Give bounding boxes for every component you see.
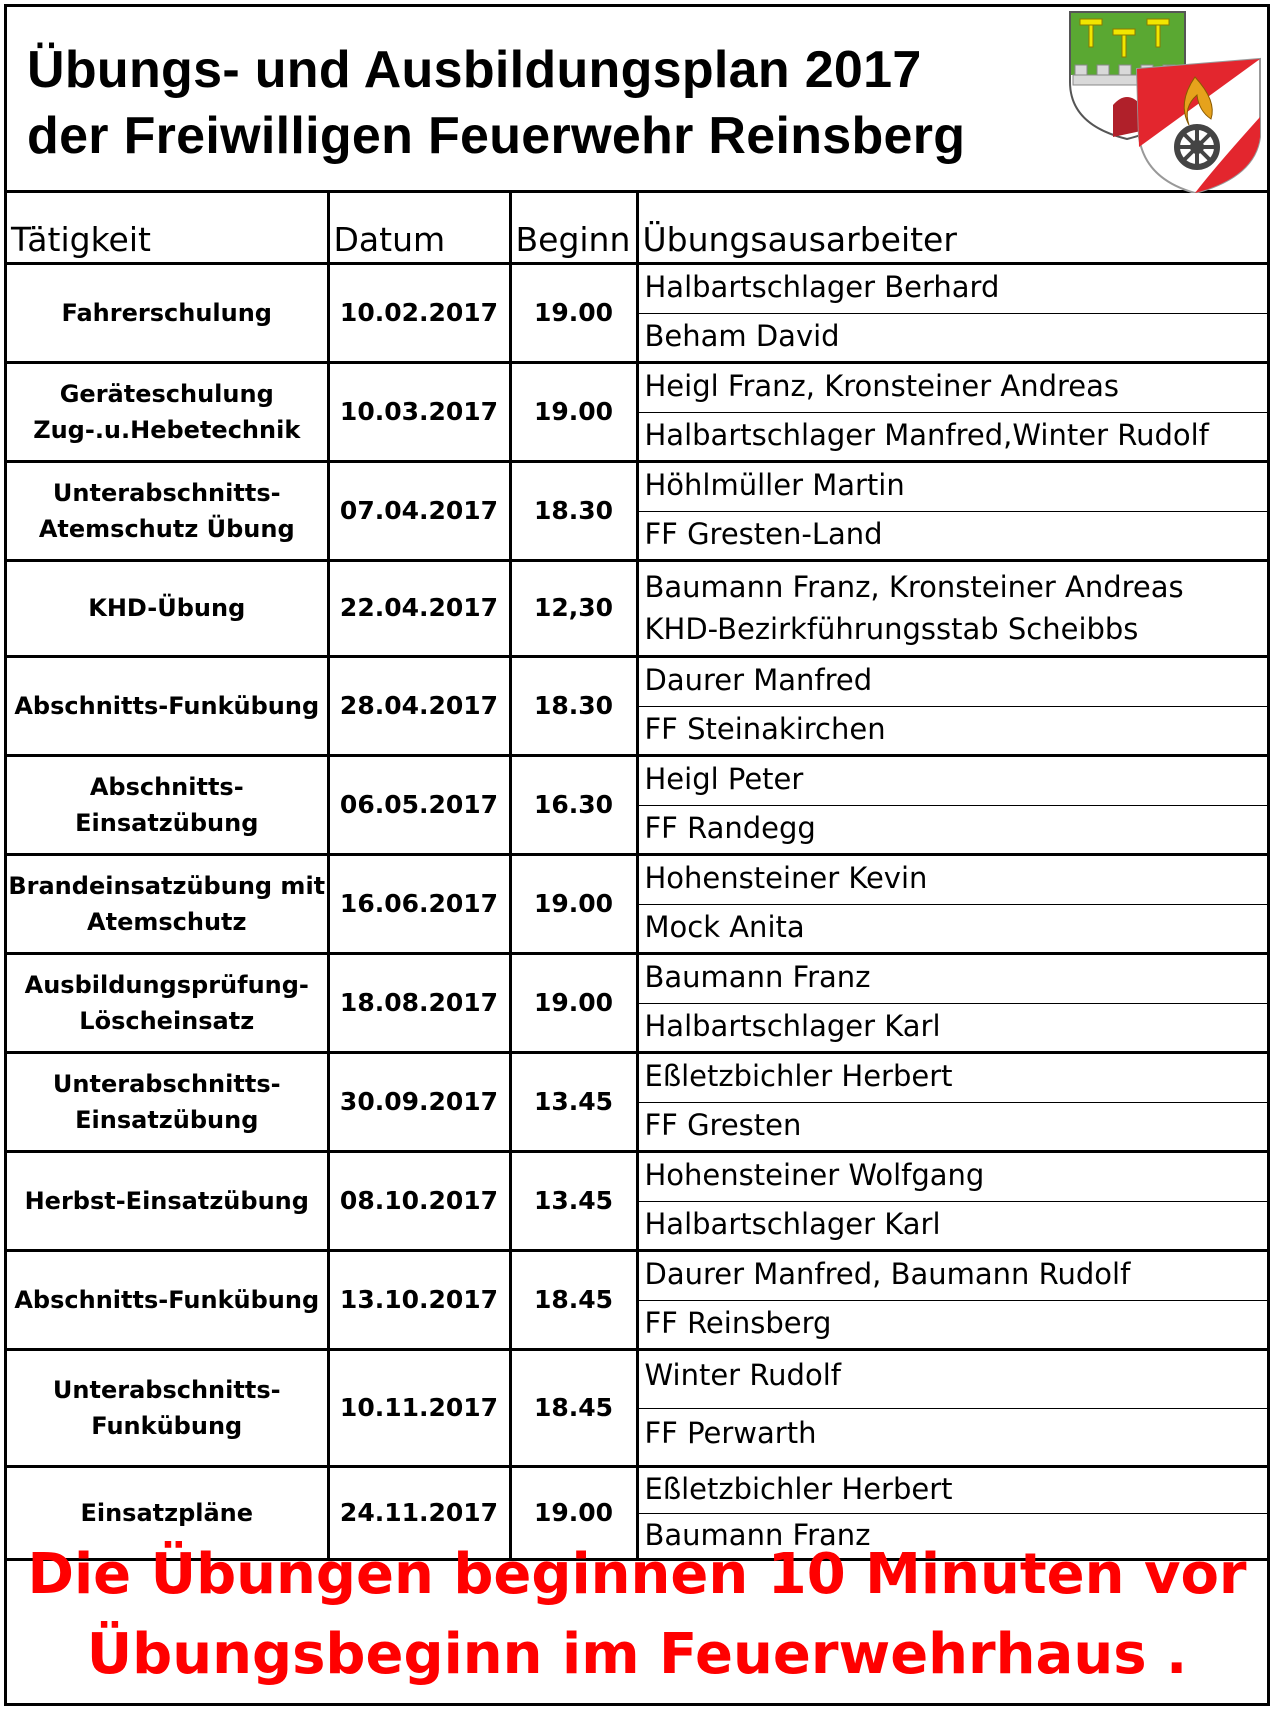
leaders-cell [637, 560, 1267, 656]
activity-label: KHD-Übung [88, 594, 246, 622]
leader-name: Hohensteiner Wolfgang [644, 1157, 985, 1192]
table-row [7, 1052, 1267, 1151]
activity-label: Unterabschnitts- [52, 1375, 281, 1404]
date-cell: 13.10.2017 [328, 1250, 510, 1349]
table-row [7, 362, 1267, 461]
leader-name: FF Perwarth [639, 1408, 1268, 1465]
leader-name: Halbartschlager Manfred,Winter Rudolf [639, 412, 1268, 460]
activity-cell [7, 1151, 328, 1250]
leaders-cell [637, 656, 1267, 755]
table-row [7, 656, 1267, 755]
activity-label: Einsatzpläne [80, 1498, 254, 1527]
fire-brigade-emblem-icon [1137, 59, 1260, 193]
table-row [7, 1250, 1267, 1349]
leader-name: Höhlmüller Martin [644, 467, 905, 502]
activity-cell [7, 755, 328, 854]
table-row [7, 263, 1267, 362]
activity-cell [7, 1349, 328, 1466]
activity-label: Einsatzübung [75, 808, 259, 837]
activity-label: Abschnitts-Funkübung [14, 1285, 320, 1314]
activity-cell [7, 656, 328, 755]
start-time-cell: 19.00 [510, 953, 637, 1052]
leader-name: Mock Anita [639, 904, 1268, 952]
leaders-cell [637, 1052, 1267, 1151]
activity-cell [7, 362, 328, 461]
start-time-cell: 19.00 [510, 1466, 637, 1559]
date-cell: 08.10.2017 [328, 1151, 510, 1250]
footer-line-2: Übungsbeginn im Feuerwehrhaus . [86, 1622, 1188, 1687]
table-row [7, 755, 1267, 854]
activity-label: Funkübung [91, 1411, 243, 1440]
title-line-2: der Freiwilligen Feuerwehr Reinsberg [27, 107, 966, 165]
activity-label: Unterabschnitts- [52, 478, 281, 507]
title-line-1: Übungs- und Ausbildungsplan 2017 [27, 41, 922, 99]
footer-line-1: Die Übungen beginnen 10 Minuten vor [27, 1542, 1247, 1607]
start-time-cell: 19.00 [510, 362, 637, 461]
page-title [27, 37, 965, 169]
column-header-start: Beginn [510, 193, 637, 263]
date-cell: 10.02.2017 [328, 263, 510, 362]
activity-label: Atemschutz [87, 907, 247, 936]
activity-cell [7, 1250, 328, 1349]
date-cell: 07.04.2017 [328, 461, 510, 560]
footer-notice [7, 1535, 1267, 1703]
table-header-row [7, 193, 1267, 263]
leader-name: FF Reinsberg [639, 1300, 1268, 1348]
crest-logos [1065, 7, 1265, 193]
activity-label: Einsatzübung [75, 1105, 259, 1134]
leaders-cell [637, 953, 1267, 1052]
activity-cell [7, 560, 328, 656]
leaders-cell [637, 755, 1267, 854]
date-cell: 24.11.2017 [328, 1466, 510, 1559]
leader-name: Baumann Franz [639, 1513, 1268, 1558]
start-time-cell: 18.45 [510, 1250, 637, 1349]
activity-cell [7, 854, 328, 953]
table-row [7, 953, 1267, 1052]
start-time-cell: 19.00 [510, 263, 637, 362]
table-row [7, 1151, 1267, 1250]
leader-name: Halbartschlager Karl [639, 1201, 1268, 1249]
leader-name: Eßletzbichler Herbert [644, 1058, 953, 1093]
activity-label: Brandeinsatzübung mit [8, 871, 326, 900]
activity-cell [7, 1052, 328, 1151]
leader-name: Winter Rudolf [644, 1357, 841, 1392]
activity-label: Geräteschulung [59, 379, 274, 408]
table-row [7, 1349, 1267, 1466]
activity-cell [7, 461, 328, 560]
page-header [7, 7, 1267, 193]
leaders-cell [637, 1250, 1267, 1349]
leaders-cell [637, 263, 1267, 362]
date-cell: 06.05.2017 [328, 755, 510, 854]
activity-label: Löscheinsatz [79, 1006, 255, 1035]
date-cell: 22.04.2017 [328, 560, 510, 656]
leaders-cell [637, 854, 1267, 953]
activity-label: Ausbildungsprüfung- [24, 970, 309, 999]
activity-label: Atemschutz Übung [38, 514, 295, 543]
leader-name: Eßletzbichler Herbert [644, 1471, 953, 1506]
leader-name: Daurer Manfred, Baumann Rudolf [644, 1256, 1131, 1291]
activity-label: Abschnitts-Funkübung [14, 691, 320, 720]
activity-cell [7, 263, 328, 362]
leader-name: Halbartschlager Karl [639, 1003, 1268, 1051]
table-row [7, 461, 1267, 560]
leader-name: FF Gresten-Land [639, 511, 1268, 559]
table-row [7, 560, 1267, 656]
column-header-leaders: Übungsausarbeiter [637, 193, 1267, 263]
schedule-table [7, 193, 1267, 1561]
date-cell: 30.09.2017 [328, 1052, 510, 1151]
date-cell: 16.06.2017 [328, 854, 510, 953]
date-cell: 28.04.2017 [328, 656, 510, 755]
table-row [7, 854, 1267, 953]
leader-name: Halbartschlager Berhard [644, 269, 1000, 304]
leaders-cell [637, 362, 1267, 461]
leaders-cell [637, 1151, 1267, 1250]
start-time-cell: 19.00 [510, 854, 637, 953]
leader-name: FF Gresten [639, 1102, 1268, 1150]
leader-name: Hohensteiner Kevin [644, 860, 928, 895]
leader-name: Baumann Franz, Kronsteiner Andreas [644, 569, 1184, 604]
activity-label: Herbst-Einsatzübung [24, 1186, 309, 1215]
activity-label: Fahrerschulung [61, 298, 272, 327]
start-time-cell: 16.30 [510, 755, 637, 854]
start-time-cell: 18.30 [510, 461, 637, 560]
date-cell: 10.11.2017 [328, 1349, 510, 1466]
leader-name: Beham David [639, 313, 1268, 361]
start-time-cell: 13.45 [510, 1052, 637, 1151]
leader-name: FF Randegg [639, 805, 1268, 853]
start-time-cell: 12,30 [510, 560, 637, 656]
activity-label: Abschnitts- [89, 772, 244, 801]
start-time-cell: 13.45 [510, 1151, 637, 1250]
leader-name: Daurer Manfred [644, 662, 873, 697]
start-time-cell: 18.45 [510, 1349, 637, 1466]
leaders-cell [637, 1349, 1267, 1466]
leaders-cell [637, 461, 1267, 560]
leader-name: Baumann Franz [644, 959, 871, 994]
activity-label: Zug-.u.Hebetechnik [33, 415, 301, 444]
start-time-cell: 18.30 [510, 656, 637, 755]
leader-name: Heigl Peter [644, 761, 804, 796]
activity-cell [7, 953, 328, 1052]
leader-name: FF Steinakirchen [639, 706, 1268, 754]
date-cell: 18.08.2017 [328, 953, 510, 1052]
column-header-activity: Tätigkeit [7, 193, 328, 263]
leader-name: Heigl Franz, Kronsteiner Andreas [644, 368, 1119, 403]
activity-label: Unterabschnitts- [52, 1069, 281, 1098]
column-header-date: Datum [328, 193, 510, 263]
date-cell: 10.03.2017 [328, 362, 510, 461]
leader-name: KHD-Bezirkführungsstab Scheibbs [644, 611, 1139, 646]
